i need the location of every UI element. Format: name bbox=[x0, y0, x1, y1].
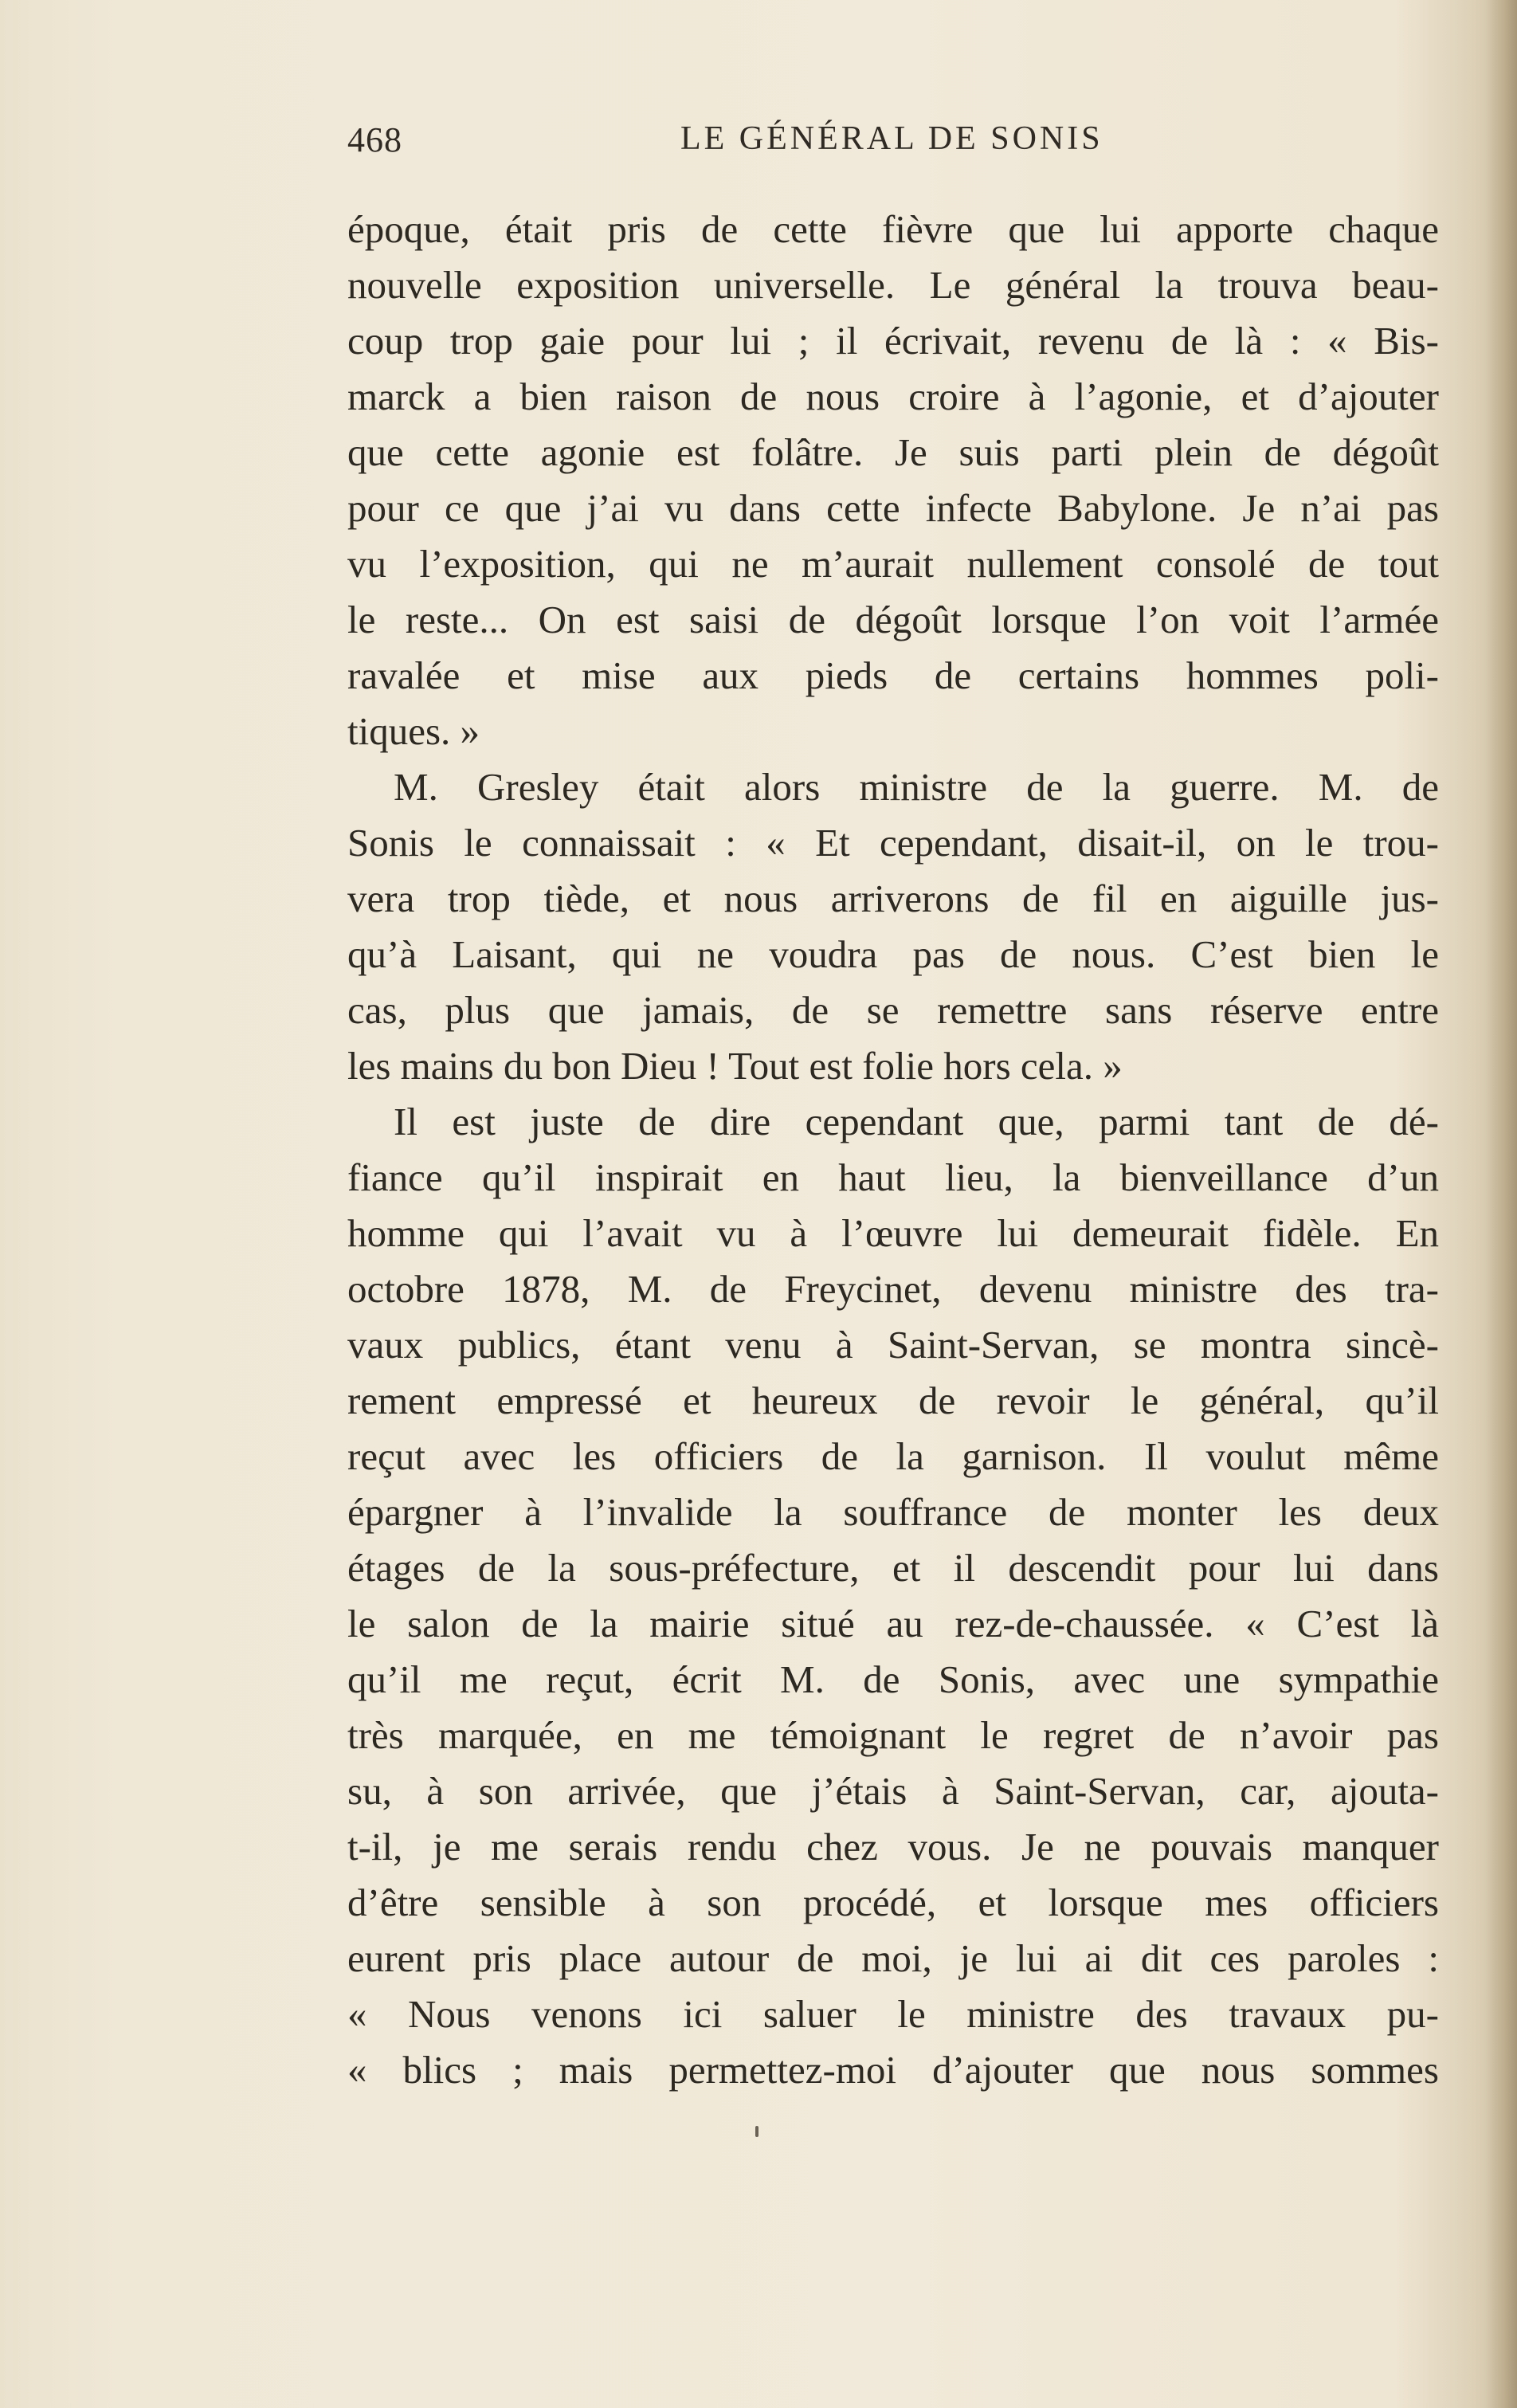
text-line: pour ce que j’ai vu dans cette infecte Babylone. Je n’ai pas bbox=[347, 486, 1439, 530]
text-line: Sonis le connaissait : « Et cependant, disait-il, on le trou- bbox=[347, 821, 1439, 865]
text-line: marck a bien raison de nous croire à l’agonie, et d’ajouter bbox=[347, 375, 1439, 418]
text-line: vu l’exposition, qui ne m’aurait nullement consolé de tout bbox=[347, 542, 1439, 586]
text-line: qu’il me reçut, écrit M. de Sonis, avec une sympathie bbox=[347, 1657, 1439, 1701]
text-line: les mains du bon Dieu ! Tout est folie hors cela. » bbox=[347, 1044, 1123, 1088]
text-line: époque, était pris de cette fièvre que lui apporte chaque bbox=[347, 207, 1439, 251]
text-line: reçut avec les officiers de la garnison. Il voulut même bbox=[347, 1434, 1439, 1478]
text-line: tiques. » bbox=[347, 709, 480, 753]
text-line: le reste... On est saisi de dégoût lorsque l’on voit l’armée bbox=[347, 598, 1439, 641]
page-edge-shadow bbox=[1485, 0, 1517, 2408]
text-line: vaux publics, étant venu à Saint-Servan, se montra sincè- bbox=[347, 1323, 1439, 1367]
text-line: t-il, je me serais rendu chez vous. Je ne pouvais manquer bbox=[347, 1825, 1439, 1869]
body-text bbox=[347, 202, 1439, 2098]
text-line: nouvelle exposition universelle. Le général la trouva beau- bbox=[347, 263, 1439, 307]
text-line: ravalée et mise aux pieds de certains hommes poli- bbox=[347, 653, 1439, 697]
text-line: cas, plus que jamais, de se remettre sans réserve entre bbox=[347, 988, 1439, 1032]
paragraph-start-line: M. Gresley était alors ministre de la guerre. M. de bbox=[394, 765, 1439, 809]
running-title: LE GÉNÉRAL DE SONIS bbox=[680, 120, 1103, 157]
text-line: homme qui l’avait vu à l’œuvre lui demeurait fidèle. En bbox=[347, 1211, 1439, 1255]
text-line: rement empressé et heureux de revoir le général, qu’il bbox=[347, 1379, 1439, 1422]
ink-speck bbox=[755, 2126, 758, 2137]
text-line: octobre 1878, M. de Freycinet, devenu ministre des tra- bbox=[347, 1267, 1439, 1311]
text-line: le salon de la mairie situé au rez-de-chaussée. « C’est là bbox=[347, 1602, 1439, 1645]
text-line: qu’à Laisant, qui ne voudra pas de nous. C’est bien le bbox=[347, 932, 1439, 976]
text-line: que cette agonie est folâtre. Je suis parti plein de dégoût bbox=[347, 430, 1439, 474]
running-header bbox=[347, 120, 1439, 167]
text-line: d’être sensible à son procédé, et lorsque mes officiers bbox=[347, 1881, 1439, 1924]
text-line: fiance qu’il inspirait en haut lieu, la bienveillance d’un bbox=[347, 1155, 1439, 1199]
text-line: épargner à l’invalide la souffrance de monter les deux bbox=[347, 1490, 1439, 1534]
text-line: « blics ; mais permettez-moi d’ajouter que nous sommes bbox=[347, 2048, 1439, 2092]
text-line: vera trop tiède, et nous arriverons de fil en aiguille jus- bbox=[347, 877, 1439, 920]
text-line: très marquée, en me témoignant le regret de n’avoir pas bbox=[347, 1713, 1439, 1757]
text-line: su, à son arrivée, que j’étais à Saint-Servan, car, ajouta- bbox=[347, 1769, 1439, 1813]
text-line: étages de la sous-préfecture, et il descendit pour lui dans bbox=[347, 1546, 1439, 1590]
text-line: eurent pris place autour de moi, je lui ai dit ces paroles : bbox=[347, 1936, 1439, 1980]
page-number: 468 bbox=[347, 120, 402, 159]
text-line: coup trop gaie pour lui ; il écrivait, revenu de là : « Bis- bbox=[347, 319, 1439, 363]
text-line: « Nous venons ici saluer le ministre des travaux pu- bbox=[347, 1992, 1439, 2036]
paragraph-start-line: Il est juste de dire cependant que, parmi tant de dé- bbox=[394, 1100, 1439, 1143]
